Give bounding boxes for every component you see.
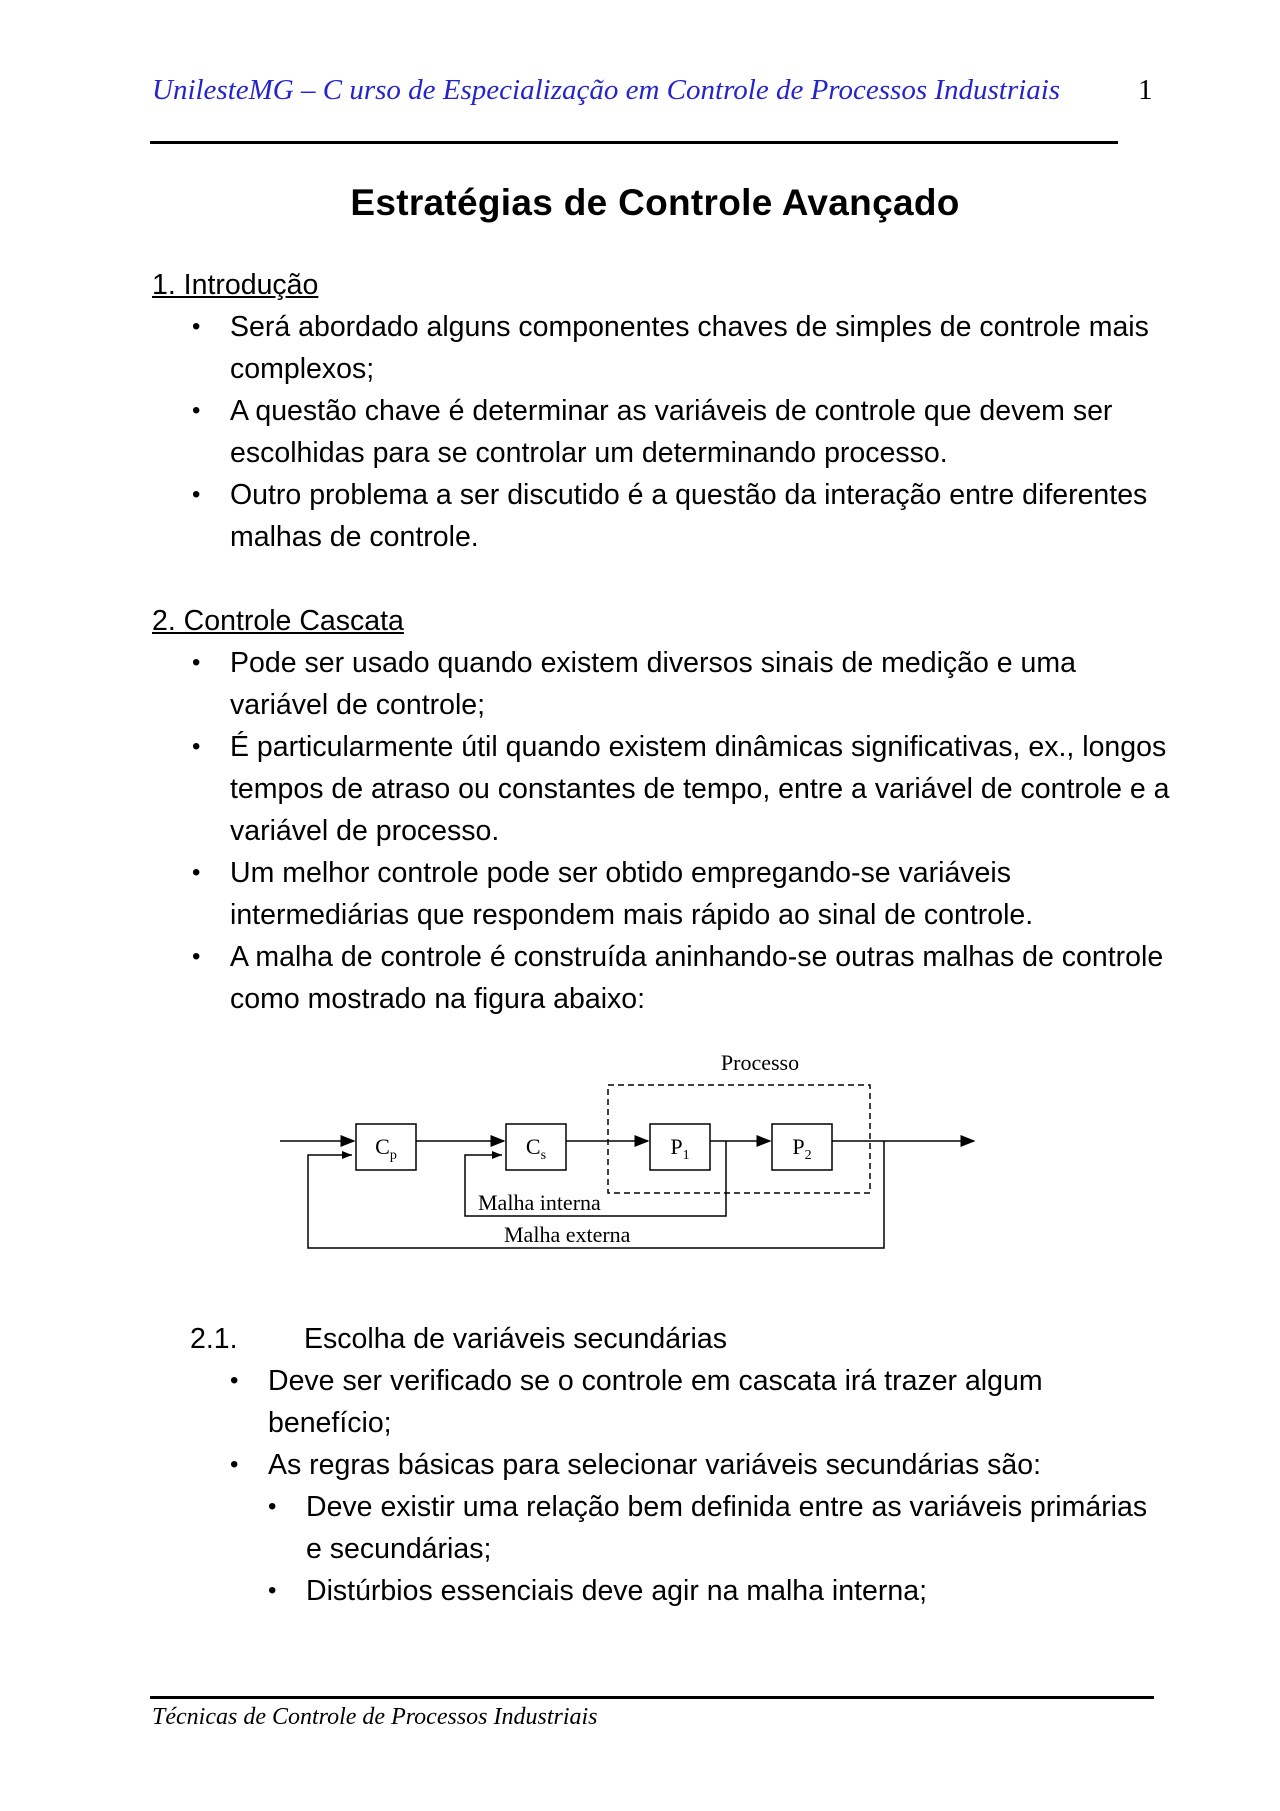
bullet-icon: • <box>192 481 201 508</box>
bullet-icon: • <box>192 649 201 676</box>
outer-loop-arrowhead <box>342 1151 352 1159</box>
cascade-bullet-list <box>192 642 1172 1020</box>
list-item <box>192 936 1172 1020</box>
list-item <box>192 642 1172 726</box>
bullet-icon: • <box>230 1451 239 1478</box>
block-p1-label: $P_1$ <box>670 1134 690 1163</box>
list-item <box>230 1444 1170 1486</box>
list-item-text: Outro problema a ser discutido é a questão da interação entre diferentes malhas de controle. <box>230 479 1148 553</box>
bullet-icon: • <box>192 859 201 886</box>
bullet-icon: • <box>268 1577 277 1604</box>
inner-loop-arrowhead <box>492 1151 502 1159</box>
list-item-text: Distúrbios essenciais deve agir na malha interna; <box>306 1575 927 1607</box>
block-cs <box>506 1124 566 1170</box>
subsection-title: Escolha de variáveis secundárias <box>304 1323 727 1355</box>
list-item-text: Pode ser usado quando existem diversos sinais de medição e uma variável de controle; <box>230 647 1076 721</box>
list-item <box>268 1570 1168 1612</box>
list-item <box>192 306 1172 390</box>
outer-loop-label: Malha externa <box>504 1222 631 1247</box>
bullet-icon: • <box>192 733 201 760</box>
list-item <box>192 726 1172 852</box>
subsection-number: 2.1. <box>190 1323 238 1355</box>
document-title: Estratégias de Controle Avançado <box>350 182 960 223</box>
header-rule <box>150 141 1118 144</box>
footer-rule <box>150 1696 1154 1699</box>
list-item-text: Deve ser verificado se o controle em cascata irá trazer algum benefício; <box>268 1365 1043 1439</box>
secondary-bullet-list <box>230 1360 1170 1486</box>
list-item <box>230 1360 1170 1444</box>
list-item-text: As regras básicas para selecionar variáveis secundárias são: <box>268 1449 1042 1481</box>
section-heading-cascade: 2. Controle Cascata <box>152 605 404 637</box>
block-p2-label: $P_2$ <box>792 1134 812 1163</box>
cascade-control-diagram <box>270 1030 990 1250</box>
intro-bullet-list <box>192 306 1172 558</box>
block-cs-label: $C_s$ <box>525 1134 547 1163</box>
bullet-icon: • <box>192 397 201 424</box>
list-item <box>192 474 1172 558</box>
list-item-text: Será abordado alguns componentes chaves de simples de controle mais complexos; <box>230 311 1149 385</box>
list-item-text: É particularmente útil quando existem dinâmicas significativas, ex., longos tempos de atraso ou constantes de tempo, entre a variável de controle e a variável de processo. <box>230 731 1170 847</box>
inner-loop-label: Malha interna <box>478 1190 601 1215</box>
bullet-icon: • <box>192 943 201 970</box>
block-cp <box>356 1124 416 1170</box>
list-item-text: Deve existir uma relação bem definida entre as variáveis primárias e secundárias; <box>306 1491 1148 1565</box>
running-footer: Técnicas de Controle de Processos Industriais <box>152 1704 598 1730</box>
block-p1 <box>650 1124 710 1170</box>
process-label: Processo <box>720 1050 800 1075</box>
list-item-text: A malha de controle é construída aninhando-se outras malhas de controle como mostrado na figura abaixo: <box>230 941 1164 1015</box>
bullet-icon: • <box>192 313 201 340</box>
list-item-text: A questão chave é determinar as variáveis de controle que devem ser escolhidas para se controlar um determinando processo. <box>230 395 1113 469</box>
list-item <box>268 1486 1168 1570</box>
bullet-icon: • <box>268 1493 277 1520</box>
block-p2 <box>772 1124 832 1170</box>
running-header: UnilesteMG – C urso de Especialização em Controle de Processos Industriais <box>152 74 1061 106</box>
list-item <box>192 390 1172 474</box>
page-number: 1 <box>1138 74 1153 106</box>
bullet-icon: • <box>230 1367 239 1394</box>
secondary-sub-bullet-list <box>268 1486 1168 1612</box>
subsection-heading-secondary <box>190 1318 727 1360</box>
section-heading-intro: 1. Introdução <box>152 269 319 301</box>
block-cp-label: $C_p$ <box>375 1134 397 1163</box>
list-item <box>192 852 1172 936</box>
list-item-text: Um melhor controle pode ser obtido empregando-se variáveis intermediárias que respondem mais rápido ao sinal de controle. <box>230 857 1034 931</box>
